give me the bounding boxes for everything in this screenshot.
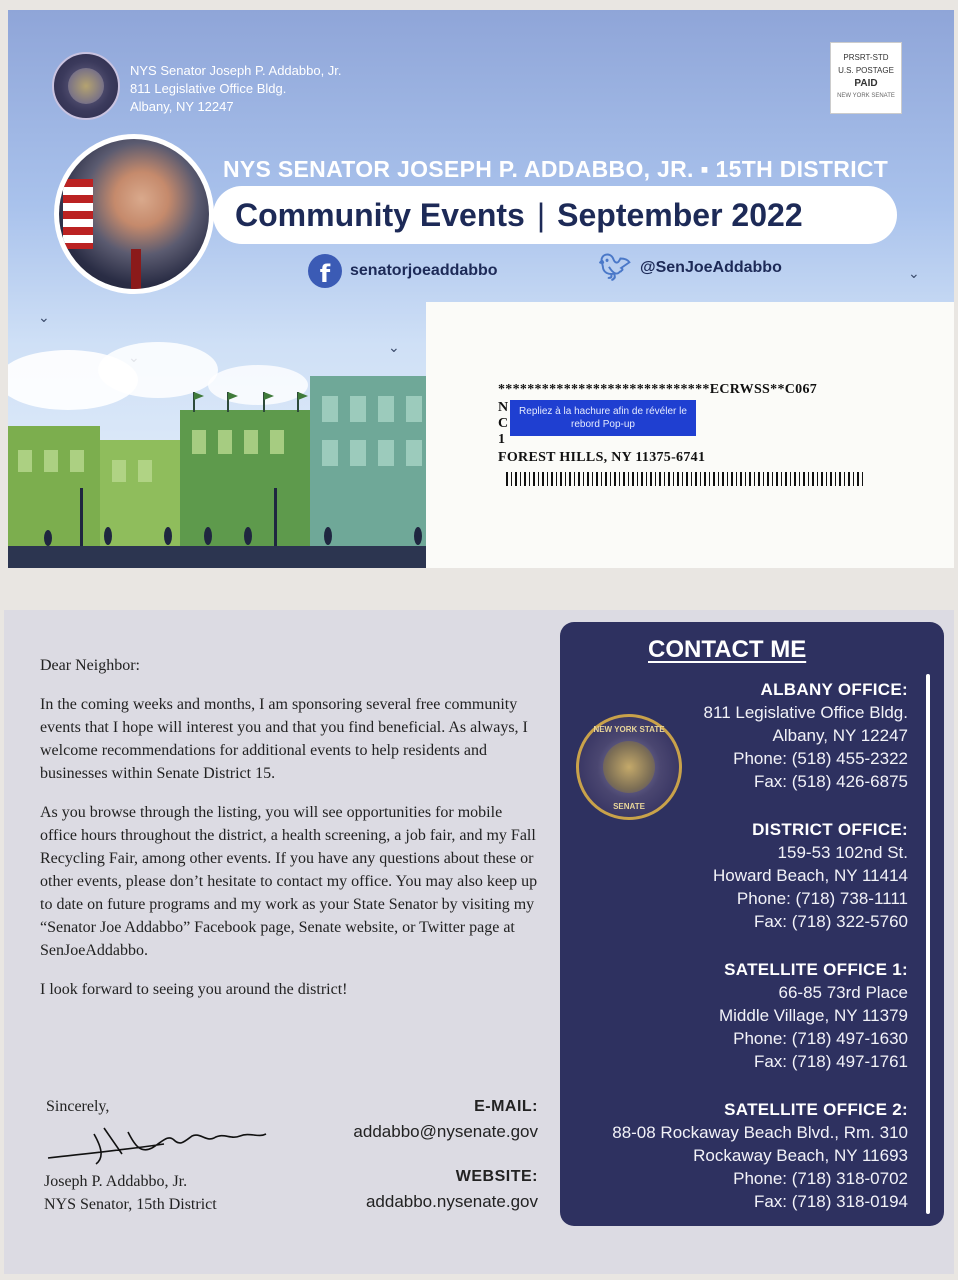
- flag-icon: [63, 179, 93, 249]
- office-fax: Fax: (718) 497-1761: [753, 1052, 908, 1071]
- website-label: WEBSITE:: [455, 1168, 538, 1185]
- event-title: Community Events: [235, 196, 525, 233]
- office-district: [713, 818, 908, 933]
- title-separator: |: [536, 196, 546, 233]
- twitter-label: @SenJoeAddabbo: [640, 259, 782, 276]
- postage-line: PRSRT-STD: [843, 53, 889, 62]
- office-phone[interactable]: Phone: (718) 497-1630: [733, 1029, 908, 1048]
- letter-panel: [4, 610, 954, 1274]
- bird-icon: ⌄: [388, 340, 400, 356]
- scrollbar: [926, 674, 930, 1214]
- signer-title: NYS Senator, 15th District: [44, 1196, 217, 1213]
- office-address: Middle Village, NY 11379: [718, 1006, 908, 1025]
- email-link[interactable]: addabbo@nysenate.gov: [353, 1122, 538, 1141]
- letter-paragraph: I look forward to seeing you around the district!: [40, 981, 348, 998]
- return-address-line: NYS Senator Joseph P. Addabbo, Jr.: [130, 63, 342, 78]
- return-address: [130, 62, 342, 116]
- return-address-line: 811 Legislative Office Bldg.: [130, 81, 287, 96]
- office-title: SATELLITE OFFICE 1:: [724, 960, 908, 979]
- title-banner: [213, 186, 897, 244]
- office-title: DISTRICT OFFICE:: [752, 820, 908, 839]
- signer-name: Joseph P. Addabbo, Jr.: [44, 1173, 188, 1190]
- office-albany: [704, 678, 908, 793]
- office-phone[interactable]: Phone: (718) 738-1111: [736, 889, 908, 908]
- twitter-handle[interactable]: [598, 254, 782, 282]
- email-block: [353, 1098, 538, 1142]
- twitter-icon: 🐦︎: [598, 253, 632, 283]
- postage-line: NEW YORK SENATE: [837, 93, 895, 99]
- office-address: 159-53 102nd St.: [777, 843, 908, 862]
- office-address: 66-85 73rd Place: [778, 983, 908, 1002]
- postage-paid: PAID: [854, 78, 878, 89]
- office-title: ALBANY OFFICE:: [760, 680, 908, 699]
- letter-paragraph: As you browse through the listing, you will see opportunities for mobile office hours throughout the district, a health screening, a job fair, and my Fall Recycling Fair, among other events. If you have any questions about these or other events, please don’t hesitate to contact my office. You may also keep up to date on future programs and my work as your State Senator by visiting my “Senator Joe Addabbo” Facebook page, Senate website, or Twitter page at SenJoeAddabbo.: [40, 804, 538, 959]
- return-address-line: Albany, NY 12247: [130, 99, 234, 114]
- district-title: NYS SENATOR JOSEPH P. ADDABBO, JR. ▪ 15TH DISTRICT: [223, 156, 889, 182]
- office-address: 88-08 Rockaway Beach Blvd., Rm. 310: [612, 1123, 908, 1142]
- office-address: Albany, NY 12247: [772, 726, 908, 745]
- letter-body: [40, 654, 540, 1017]
- office-title: SATELLITE OFFICE 2:: [724, 1100, 908, 1119]
- facebook-label: senatorjoeaddabbo: [350, 262, 498, 279]
- email-label: E-MAIL:: [474, 1098, 538, 1115]
- senate-seal-icon: [576, 714, 682, 820]
- senate-seal-icon: [52, 52, 120, 120]
- bird-icon: ⌄: [908, 266, 920, 282]
- address-window: [426, 302, 954, 568]
- facebook-icon: f: [308, 254, 342, 288]
- signer-block: [44, 1170, 217, 1216]
- mail-city-line: FOREST HILLS, NY 11375-6741: [498, 450, 706, 465]
- website-link[interactable]: addabbo.nysenate.gov: [365, 1192, 538, 1211]
- bird-icon: ⌄: [38, 310, 50, 326]
- website-block: [366, 1168, 538, 1212]
- contact-title: CONTACT ME: [648, 636, 807, 663]
- redaction-label: Repliez à la hachure afin de révéler le rebord Pop-up: [510, 400, 696, 436]
- office-phone[interactable]: Phone: (718) 318-0702: [733, 1169, 908, 1188]
- office-phone[interactable]: Phone: (518) 455-2322: [733, 749, 908, 768]
- office-fax: Fax: (718) 322-5760: [753, 912, 908, 931]
- signature-image: [44, 1114, 274, 1168]
- mail-address-line: 1: [498, 432, 506, 447]
- facebook-handle[interactable]: [308, 254, 498, 288]
- office-satellite-1: [719, 958, 908, 1073]
- mail-address-line: C: [498, 416, 509, 431]
- postage-indicia: [830, 42, 902, 114]
- event-date: September 2022: [557, 196, 803, 233]
- seal-top-text: NEW YORK STATE: [593, 725, 665, 734]
- office-address: Rockaway Beach, NY 11693: [693, 1146, 908, 1165]
- senator-portrait: [54, 134, 214, 294]
- mail-endorsement-line: *****************************ECRWSS**C067: [498, 382, 818, 397]
- office-satellite-2: [612, 1098, 908, 1213]
- letter-closing: Sincerely,: [46, 1098, 110, 1115]
- office-address: 811 Legislative Office Bldg.: [703, 703, 908, 722]
- postage-line: U.S. POSTAGE: [838, 66, 894, 75]
- seal-bottom-text: SENATE: [613, 802, 645, 811]
- office-fax: Fax: (718) 318-0194: [753, 1192, 908, 1211]
- letter-greeting: Dear Neighbor:: [40, 657, 140, 674]
- postal-barcode: [506, 472, 866, 486]
- letter-paragraph: In the coming weeks and months, I am sponsoring several free community events that I hope will interest you and that you find beneficial. As always, I welcome recommendations for additional events to help residents and businesses within Senate District 15.: [40, 696, 528, 782]
- mail-address-line: N: [498, 400, 509, 415]
- office-fax: Fax: (518) 426-6875: [753, 772, 908, 791]
- town-skyline-illustration: [8, 340, 428, 568]
- mailer-cover: [8, 10, 954, 568]
- contact-panel: [560, 622, 944, 1226]
- office-address: Howard Beach, NY 11414: [713, 866, 908, 885]
